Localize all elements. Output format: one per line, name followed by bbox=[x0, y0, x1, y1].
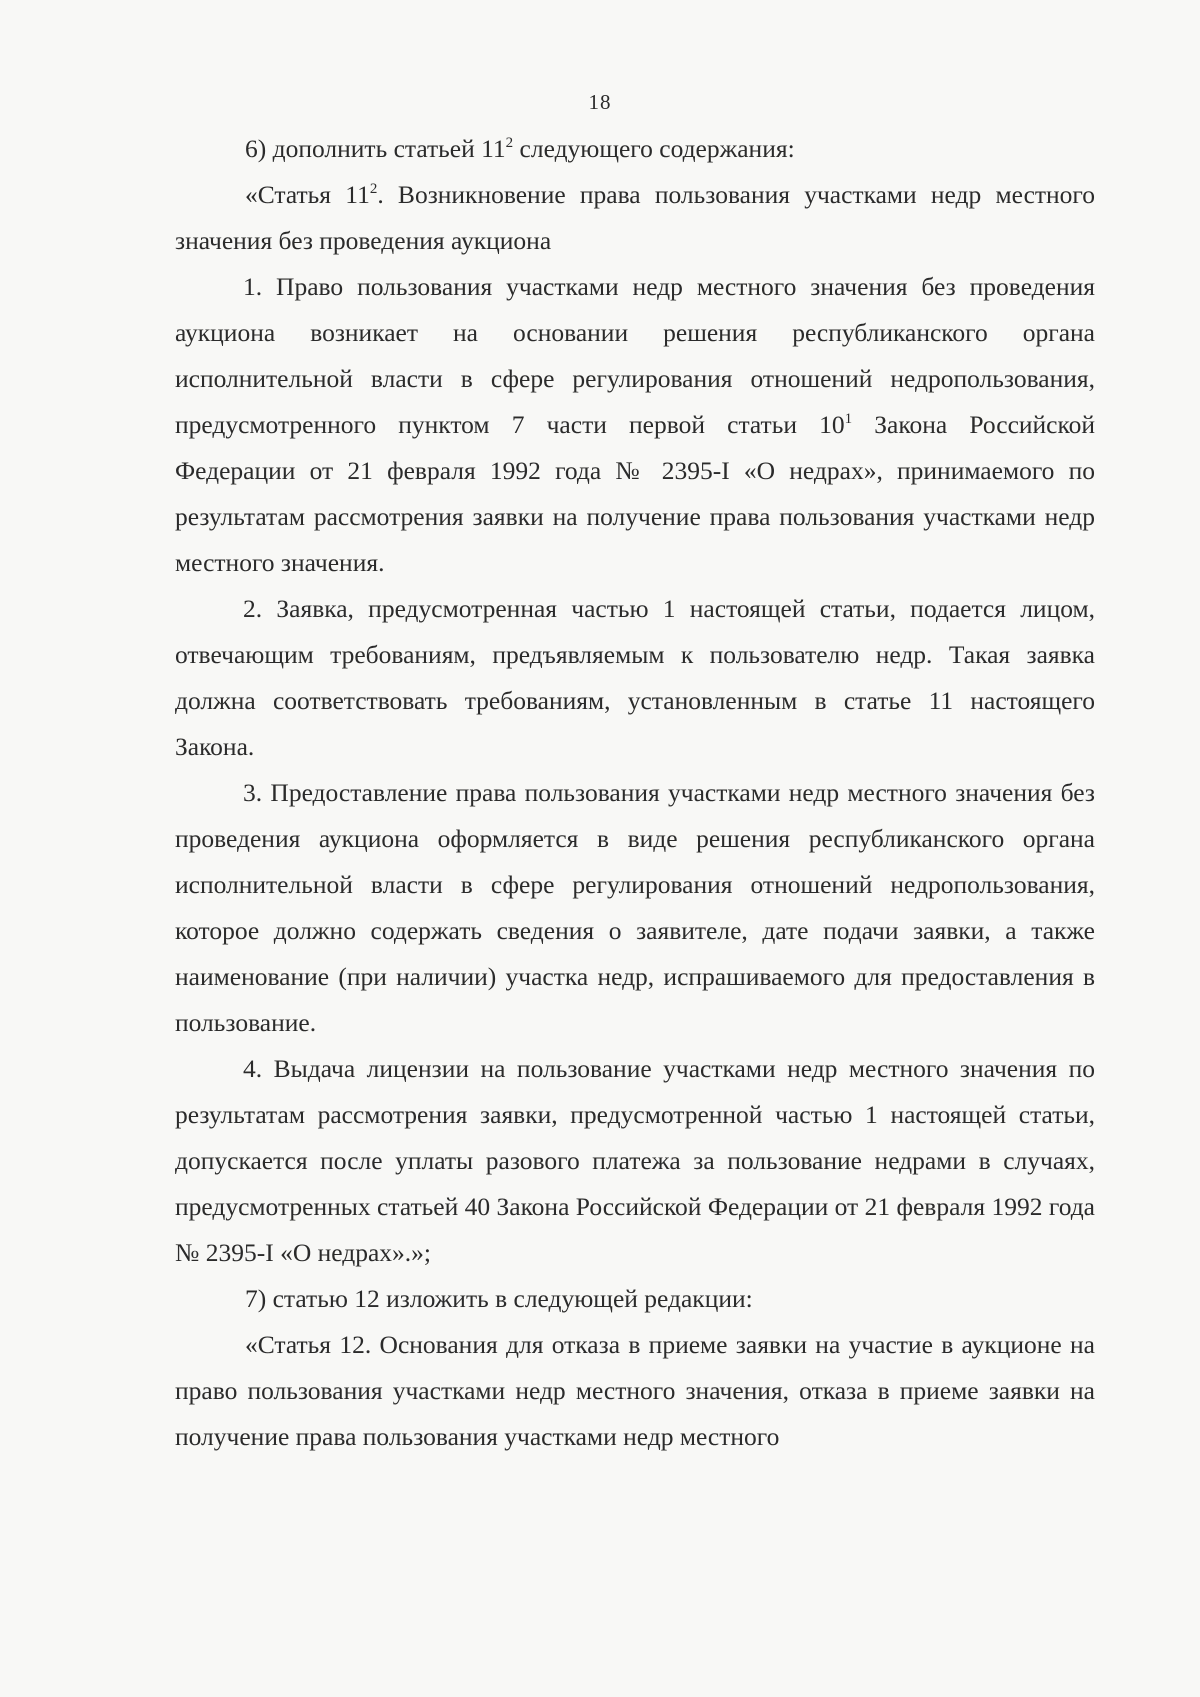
amendment-item-6 bbox=[175, 126, 1095, 172]
amendment-item-6-text-start: 6) дополнить статьей 11 bbox=[245, 134, 506, 163]
article-superscript: 2 bbox=[505, 135, 514, 151]
amendment-item-6-text-end: следующего содержания: bbox=[513, 134, 795, 163]
article-part-2: 2. Заявка, предусмотренная частью 1 настоящей статьи, подается лицом, отвечающим требованиям, предъявляемым к пользователю недр. Такая заявка должна соответствовать требованиям, установленным в статье 11 настоящего Закона. bbox=[175, 594, 1095, 761]
article-heading-text-start: «Статья 11 bbox=[245, 180, 370, 209]
article-part-1-text-start: 1. Право пользования участками недр местного значения без проведения аукциона возникает на основании решения республиканского органа исполнительной власти в сфере регулирования отношений недропользования, предусмотренного пунктом 7 части первой статьи 10 bbox=[175, 272, 1095, 439]
article-part-4: 4. Выдача лицензии на пользование участками недр местного значения по результатам рассмотрения заявки, предусмотренной частью 1 настоящей статьи, допускается после уплаты разового платежа за пользование недрами в случаях, предусмотренных статьей 40 Закона Российской Федерации от 21 февраля 1992 года № 2395-I «О недрах».»; bbox=[175, 1054, 1095, 1267]
page-number: 18 bbox=[588, 90, 612, 114]
amendment-item-7: 7) статью 12 изложить в следующей редакции: bbox=[245, 1284, 753, 1313]
article-part-1 bbox=[175, 264, 1095, 586]
statute-superscript: 1 bbox=[844, 411, 853, 427]
article-part-3: 3. Предоставление права пользования участками недр местного значения без проведения аукциона оформляется в виде решения республиканского органа исполнительной власти в сфере регулирования отношений недропользования, которое должно содержать сведения о заявителе, дате подачи заявки, а также наименование (при наличии) участка недр, испрашиваемого для предоставления в пользование. bbox=[175, 778, 1095, 1037]
article-12-heading: «Статья 12. Основания для отказа в приеме заявки на участие в аукционе на право пользования участками недр местного значения, отказа в приеме заявки на получение права пользования участками недр местного bbox=[175, 1330, 1095, 1451]
article-heading-text-end: . Возникновение права пользования участками недр местного значения без проведения аукциона bbox=[175, 180, 1096, 255]
article-heading-superscript: 2 bbox=[369, 181, 378, 197]
document-body bbox=[175, 126, 1095, 1460]
article-part-1-text-end: Закона Российской Федерации от 21 февраля 1992 года № 2395-I «О недрах», принимаемого по результатам рассмотрения заявки на получение права пользования участками недр местного значения. bbox=[175, 410, 1095, 577]
article-heading bbox=[175, 172, 1095, 264]
